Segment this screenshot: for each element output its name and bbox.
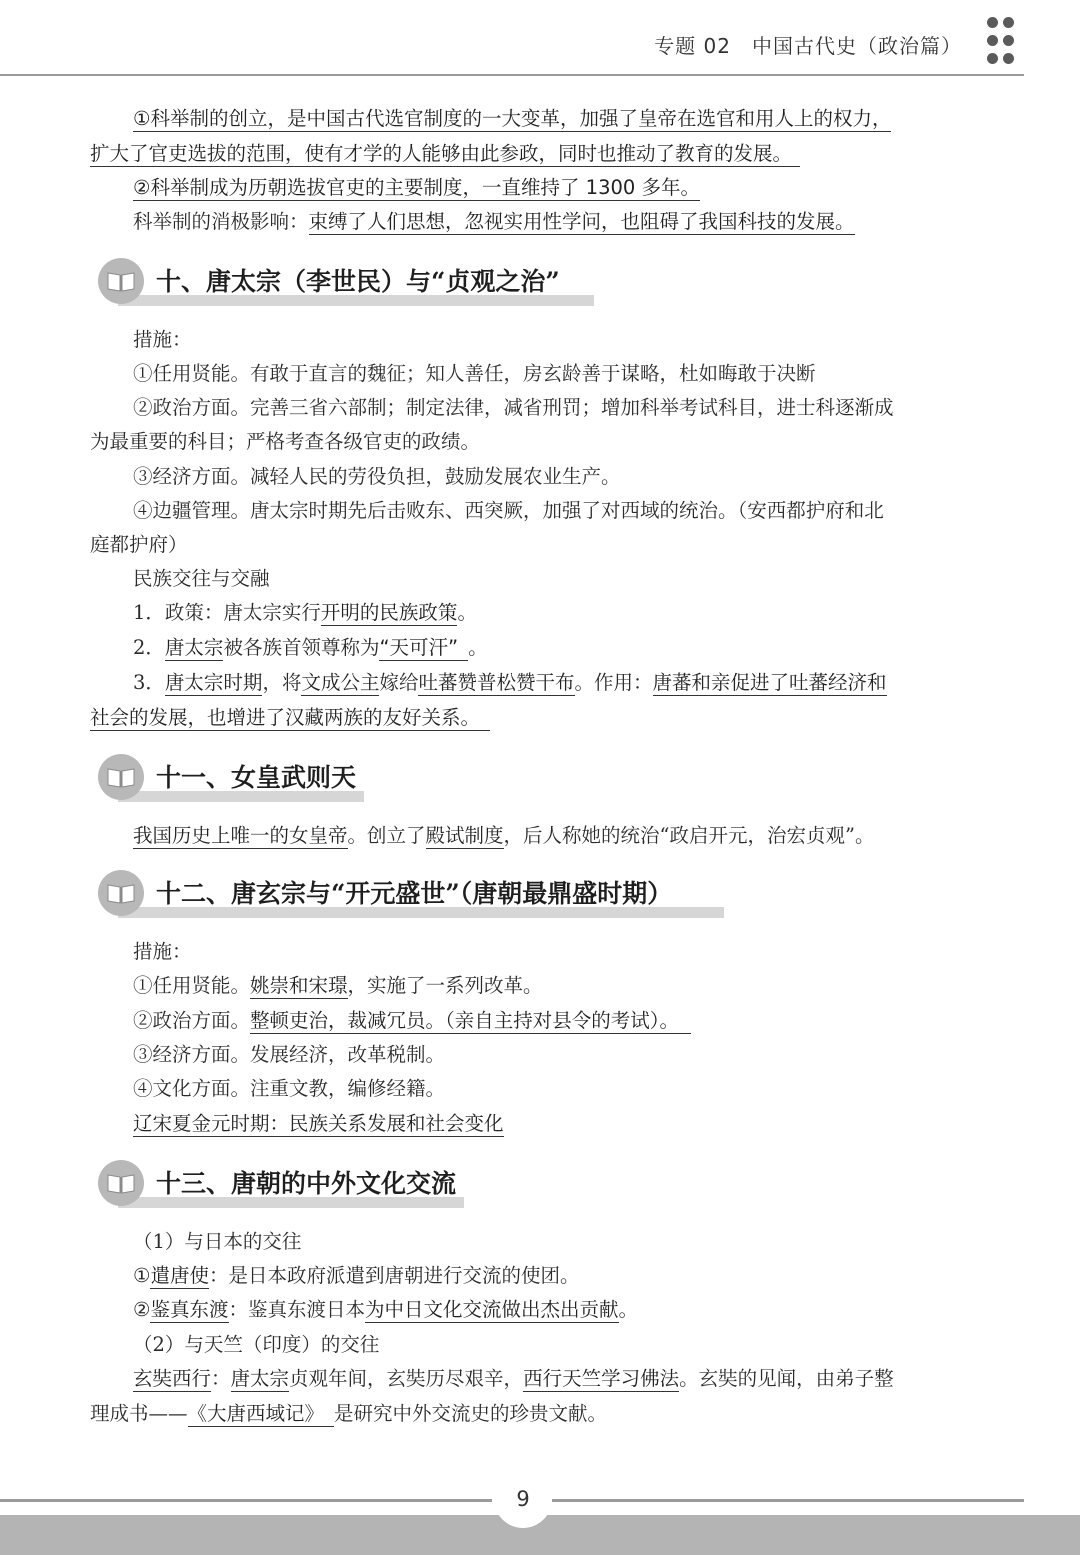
book-icon [106, 270, 136, 292]
text-line: 措施： [133, 328, 192, 351]
text-line: ②政治方面。完善三省六部制；制定法律，减省刑罚；增加科举考试科目，进士科逐渐成 [133, 396, 894, 419]
text-line: ②科举制成为历朝选拔官吏的主要制度，一直维持了 1300 多年。 [133, 176, 701, 199]
text-line: ①任用贤能。姚崇和宋璟，实施了一系列改革。 [133, 974, 543, 997]
text-line: 庭都护府） [90, 533, 188, 556]
book-icon [106, 1172, 136, 1194]
text-line: 玄奘西行：唐太宗贞观年间，玄奘历尽艰辛，西行天竺学习佛法。玄奘的见闻，由弟子整 [133, 1367, 894, 1390]
text-line: 辽宋夏金元时期：民族关系发展和社会变化 [133, 1112, 504, 1135]
dot [987, 35, 998, 46]
text-line: ①任用贤能。有敢于直言的魏征；知人善任，房玄龄善于谋略，杜如晦敢于决断 [133, 362, 816, 385]
dot [1003, 17, 1014, 28]
text-line: 理成书——《大唐西域记》 是研究中外交流史的珍贵文献。 [90, 1402, 608, 1425]
book-icon [106, 882, 136, 904]
text-line: ①遣唐使：是日本政府派遣到唐朝进行交流的使团。 [133, 1264, 580, 1287]
section-title: 十一、女皇武则天 [156, 763, 357, 792]
text-line: ③经济方面。发展经济，改革税制。 [133, 1043, 446, 1066]
text-line: （2）与天竺（印度）的交往 [133, 1333, 380, 1356]
text-line: ④文化方面。注重文教，编修经籍。 [133, 1077, 446, 1100]
footer-rule [0, 1499, 492, 1502]
header-rule [0, 74, 1024, 76]
text-line: 3．唐太宗时期，将文成公主嫁给吐蕃赞普松赞干布。作用：唐蕃和亲促进了吐蕃经济和 [133, 671, 887, 694]
text-line: 社会的发展，也增进了汉藏两族的友好关系。 [90, 705, 490, 731]
text-line: 扩大了官吏选拔的范围，使有才学的人能够由此参政，同时也推动了教育的发展。 [90, 141, 800, 167]
footer-rule [552, 1499, 1024, 1502]
text-line: ②政治方面。整顿吏治，裁减冗员。（亲自主持对县令的考试）。 [133, 1008, 691, 1034]
page-number: 9 [516, 1487, 530, 1511]
text-line: ①科举制的创立，是中国古代选官制度的一大变革，加强了皇帝在选官和用人上的权力， [133, 107, 892, 130]
text-line: 民族交往与交融 [133, 567, 270, 590]
dot [987, 53, 998, 64]
text-line: ④边疆管理。唐太宗时期先后击败东、西突厥，加强了对西域的统治。（安西都护府和北 [133, 499, 884, 522]
decorative-dots [985, 17, 1015, 65]
text-line: 科举制的消极影响：束缚了人们思想，忽视实用性学问，也阻碍了我国科技的发展。 [133, 210, 855, 233]
text-line: ③经济方面。减轻人民的劳役负担，鼓励发展农业生产。 [133, 465, 621, 488]
text-line: 1．政策：唐太宗实行开明的民族政策。 [133, 601, 477, 624]
section-title: 十三、唐朝的中外文化交流 [156, 1169, 457, 1198]
text-line: ②鉴真东渡：鉴真东渡日本为中日文化交流做出杰出贡献。 [133, 1298, 639, 1321]
dot [1003, 53, 1014, 64]
dot [1003, 35, 1014, 46]
text-line: （1）与日本的交往 [133, 1230, 302, 1253]
section-title: 十、唐太宗（李世民）与“贞观之治” [156, 267, 560, 296]
text-line: 为最重要的科目；严格考查各级官吏的政绩。 [90, 430, 481, 453]
book-icon [106, 766, 136, 788]
dot [987, 17, 998, 28]
text-line: 措施： [133, 940, 192, 963]
text-line: 我国历史上唯一的女皇帝。创立了殿试制度，后人称她的统治“政启开元，治宏贞观”。 [133, 824, 875, 847]
text-line: 2．唐太宗被各族首领尊称为“天可汗” 。 [133, 636, 488, 659]
header-title: 专题 02 中国古代史（政治篇） [654, 34, 962, 58]
section-title: 十二、唐玄宗与“开元盛世”（唐朝最鼎盛时期） [156, 879, 673, 908]
